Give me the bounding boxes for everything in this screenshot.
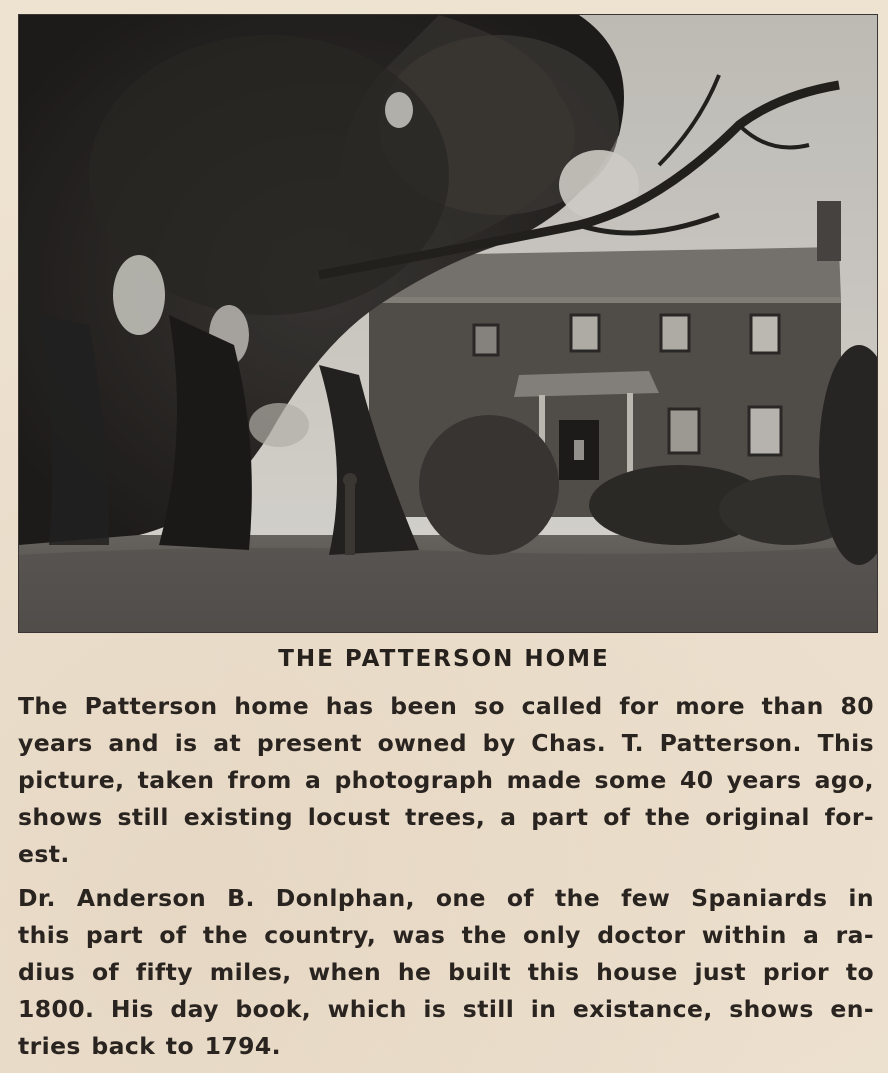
paragraph-builder	[18, 880, 874, 1065]
text-line: Dr. Anderson B. Donlphan, one of the few Spaniards in	[18, 884, 874, 912]
text-line: The Patterson home has been so called for more than 80	[18, 692, 874, 720]
photo-caption: THE PATTERSON HOME	[278, 646, 610, 672]
text-line: picture, taken from a photograph made some 40 years ago,	[18, 766, 874, 794]
paragraph-history	[18, 688, 874, 873]
text-line: years and is at present owned by Chas. T. Patterson. This	[18, 729, 874, 757]
text-line: dius of fifty miles, when he built this house just prior to	[18, 958, 874, 986]
patterson-home-photo	[18, 14, 878, 633]
text-line: est.	[18, 840, 70, 868]
photo-illustration	[19, 15, 877, 632]
text-line: shows still existing locust trees, a part of the original for-	[18, 803, 874, 831]
text-line: tries back to 1794.	[18, 1032, 281, 1060]
text-line: 1800. His day book, which is still in existance, shows en-	[18, 995, 874, 1023]
text-line: this part of the country, was the only doctor within a ra-	[18, 921, 874, 949]
